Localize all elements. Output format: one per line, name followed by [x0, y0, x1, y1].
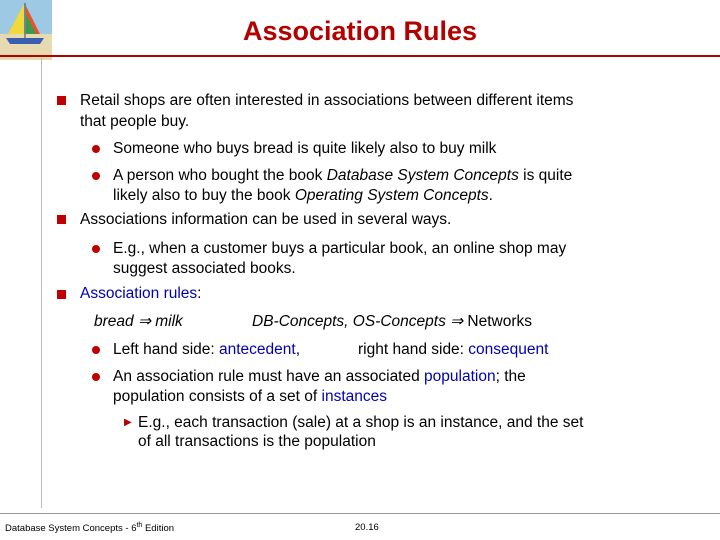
- lhs-text: Left hand side: antecedent,: [113, 341, 301, 358]
- square-bullet-icon: [57, 215, 66, 224]
- bullet1-line2: that people buy.: [80, 113, 190, 130]
- term-consequent: consequent: [468, 341, 549, 358]
- bullet1-sub2-line1: A person who bought the book Database System Concepts is quite: [113, 167, 573, 184]
- population-line2: population consists of a set of instances: [113, 388, 388, 405]
- bullet1-sub1: Someone who buys bread is quite likely also to buy milk: [113, 140, 497, 157]
- slide-title: Association Rules: [242, 16, 478, 46]
- bullet1-line1: Retail shops are often interested in associations between different items: [80, 92, 574, 109]
- rule-example-1: bread ⇒ milk: [94, 313, 183, 330]
- term-population: population: [424, 368, 496, 385]
- bullet3-line1: Association rules:: [80, 285, 202, 302]
- book-title: Operating System Concepts: [294, 187, 489, 204]
- footer-book-title: Database System Concepts - 6th Edition: [5, 522, 175, 535]
- book-title: Database System Concepts: [326, 167, 519, 184]
- term-antecedent: antecedent: [219, 341, 296, 358]
- square-bullet-icon: [57, 96, 66, 105]
- round-bullet-icon: [92, 172, 100, 180]
- triangle-bullet-icon: ▶: [124, 417, 132, 428]
- bullet2-line1: Associations information can be used in several ways.: [80, 211, 452, 228]
- bullet2-sub1-line2: suggest associated books.: [113, 260, 296, 277]
- bullet2-sub1-line1: E.g., when a customer buys a particular book, an online shop may: [113, 240, 567, 257]
- footer-rule: [0, 513, 720, 514]
- footer-page-number: 20.16: [355, 522, 379, 533]
- transaction-line2: of all transactions is the population: [138, 433, 376, 450]
- round-bullet-icon: [92, 245, 100, 253]
- round-bullet-icon: [92, 145, 100, 153]
- transaction-line1: E.g., each transaction (sale) at a shop is an instance, and the set: [138, 414, 584, 431]
- square-bullet-icon: [57, 290, 66, 299]
- term-instances: instances: [321, 388, 388, 405]
- round-bullet-icon: [92, 373, 100, 381]
- population-line1: An association rule must have an associated population; the: [113, 368, 526, 385]
- rule-example-2: DB-Concepts, OS-Concepts ⇒ Networks: [252, 313, 533, 330]
- round-bullet-icon: [92, 346, 100, 354]
- term-association-rules: Association rules: [80, 285, 198, 302]
- bullet1-sub2-line2: likely also to buy the book Operating System Concepts.: [113, 187, 493, 204]
- rhs-text: right hand side: consequent: [358, 341, 549, 358]
